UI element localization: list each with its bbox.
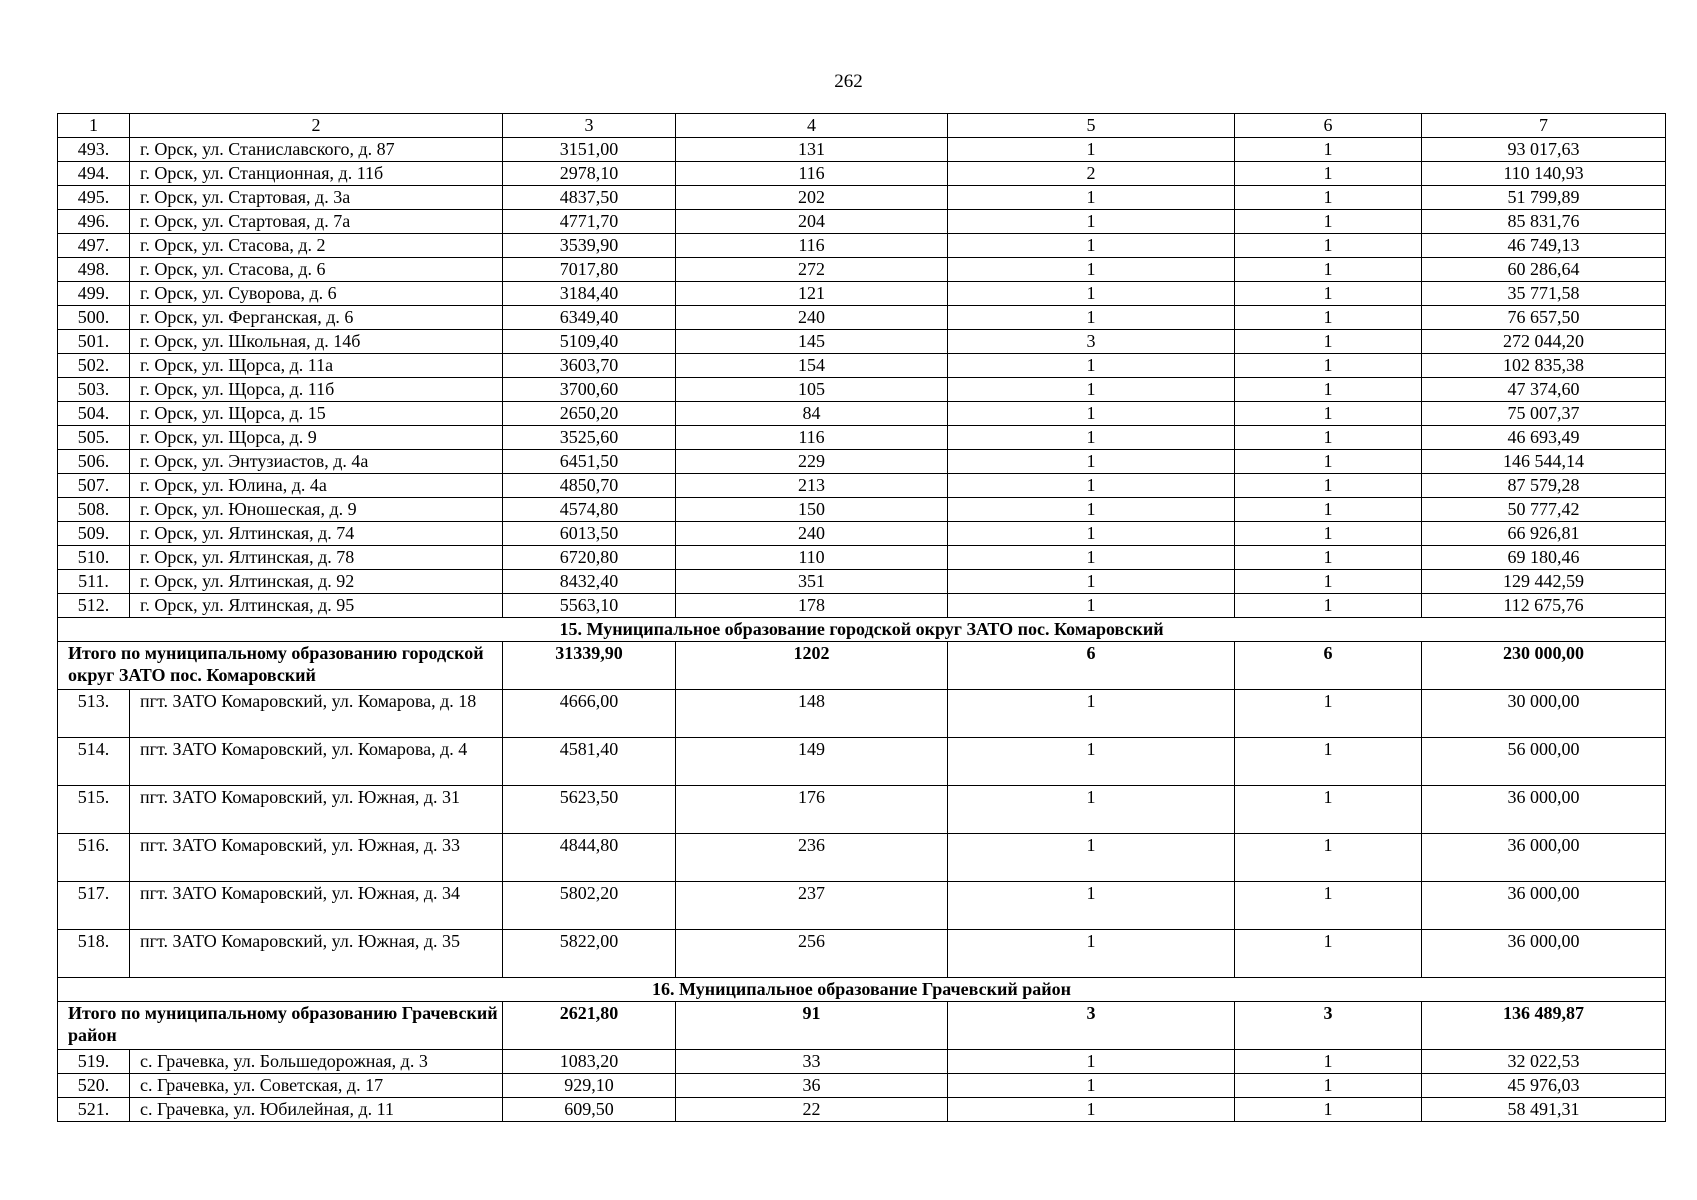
col6-cell: 1 [1235,162,1422,186]
row-number: 512. [58,594,130,618]
total-area: 2621,80 [503,1002,676,1050]
amount-cell: 36 000,00 [1422,930,1666,978]
table-row [58,738,1666,786]
amount-cell: 36 000,00 [1422,834,1666,882]
address-cell: г. Орск, ул. Щорса, д. 15 [130,402,503,426]
row-number: 506. [58,450,130,474]
amount-cell: 35 771,58 [1422,282,1666,306]
total-label: Итого по муниципальному образованию городской округ ЗАТО пос. Комаровский [58,642,503,690]
col5-cell: 1 [948,882,1235,930]
address-cell: пгт. ЗАТО Комаровский, ул. Комарова, д. 4 [130,738,503,786]
area-cell: 1083,20 [503,1050,676,1074]
col5-cell: 1 [948,498,1235,522]
table-row [58,594,1666,618]
col4-cell: 202 [676,186,948,210]
table-body [58,114,1666,1122]
col5-cell: 1 [948,690,1235,738]
col4-cell: 237 [676,882,948,930]
col5-cell: 2 [948,162,1235,186]
area-cell: 6720,80 [503,546,676,570]
address-cell: г. Орск, ул. Стасова, д. 2 [130,234,503,258]
area-cell: 3700,60 [503,378,676,402]
column-number: 7 [1422,114,1666,138]
col6-cell: 1 [1235,258,1422,282]
column-number: 4 [676,114,948,138]
area-cell: 5563,10 [503,594,676,618]
row-number: 496. [58,210,130,234]
col4-cell: 116 [676,162,948,186]
row-number: 521. [58,1098,130,1122]
area-cell: 3525,60 [503,426,676,450]
table-row [58,282,1666,306]
row-number: 513. [58,690,130,738]
col4-cell: 213 [676,474,948,498]
amount-cell: 46 749,13 [1422,234,1666,258]
address-cell: пгт. ЗАТО Комаровский, ул. Южная, д. 34 [130,882,503,930]
col5-cell: 1 [948,210,1235,234]
amount-cell: 69 180,46 [1422,546,1666,570]
area-cell: 5822,00 [503,930,676,978]
col4-cell: 150 [676,498,948,522]
col5-cell: 1 [948,426,1235,450]
amount-cell: 58 491,31 [1422,1098,1666,1122]
col4-cell: 22 [676,1098,948,1122]
row-number: 501. [58,330,130,354]
total-col5: 3 [948,1002,1235,1050]
total-col6: 6 [1235,642,1422,690]
amount-cell: 93 017,63 [1422,138,1666,162]
table-row [58,1050,1666,1074]
col6-cell: 1 [1235,354,1422,378]
table-row [58,786,1666,834]
col6-cell: 1 [1235,210,1422,234]
area-cell: 4581,40 [503,738,676,786]
area-cell: 4844,80 [503,834,676,882]
table-row [58,330,1666,354]
table-row [58,162,1666,186]
amount-cell: 85 831,76 [1422,210,1666,234]
section-header-row [58,978,1666,1002]
row-number: 497. [58,234,130,258]
address-cell: г. Орск, ул. Станиславского, д. 87 [130,138,503,162]
col4-cell: 154 [676,354,948,378]
col4-cell: 33 [676,1050,948,1074]
col5-cell: 1 [948,522,1235,546]
row-number: 504. [58,402,130,426]
col4-cell: 204 [676,210,948,234]
table-row [58,186,1666,210]
table-row [58,450,1666,474]
amount-cell: 110 140,93 [1422,162,1666,186]
table-row [58,234,1666,258]
row-number: 517. [58,882,130,930]
col6-cell: 1 [1235,450,1422,474]
col4-cell: 256 [676,930,948,978]
address-cell: г. Орск, ул. Ялтинская, д. 95 [130,594,503,618]
col4-cell: 84 [676,402,948,426]
amount-cell: 272 044,20 [1422,330,1666,354]
col4-cell: 272 [676,258,948,282]
col6-cell: 1 [1235,498,1422,522]
column-number: 3 [503,114,676,138]
row-number: 510. [58,546,130,570]
address-cell: г. Орск, ул. Суворова, д. 6 [130,282,503,306]
address-cell: г. Орск, ул. Щорса, д. 11б [130,378,503,402]
col4-cell: 229 [676,450,948,474]
col6-cell: 1 [1235,402,1422,426]
area-cell: 4771,70 [503,210,676,234]
total-col5: 6 [948,642,1235,690]
row-number: 515. [58,786,130,834]
col6-cell: 1 [1235,378,1422,402]
area-cell: 4666,00 [503,690,676,738]
col4-cell: 116 [676,234,948,258]
address-cell: г. Орск, ул. Ялтинская, д. 74 [130,522,503,546]
table-row [58,546,1666,570]
amount-cell: 129 442,59 [1422,570,1666,594]
table-row [58,834,1666,882]
area-cell: 4574,80 [503,498,676,522]
table-row [58,378,1666,402]
col6-cell: 1 [1235,594,1422,618]
col6-cell: 1 [1235,474,1422,498]
amount-cell: 50 777,42 [1422,498,1666,522]
col5-cell: 1 [948,1050,1235,1074]
total-row [58,642,1666,690]
amount-cell: 112 675,76 [1422,594,1666,618]
area-cell: 3603,70 [503,354,676,378]
col5-cell: 1 [948,738,1235,786]
col6-cell: 1 [1235,1050,1422,1074]
col4-cell: 149 [676,738,948,786]
amount-cell: 32 022,53 [1422,1050,1666,1074]
col5-cell: 1 [948,306,1235,330]
column-number: 1 [58,114,130,138]
amount-cell: 47 374,60 [1422,378,1666,402]
col6-cell: 1 [1235,738,1422,786]
area-cell: 929,10 [503,1074,676,1098]
total-amount: 136 489,87 [1422,1002,1666,1050]
row-number: 509. [58,522,130,546]
address-cell: г. Орск, ул. Юлина, д. 4а [130,474,503,498]
area-cell: 4837,50 [503,186,676,210]
column-number-row [58,114,1666,138]
col4-cell: 131 [676,138,948,162]
area-cell: 2650,20 [503,402,676,426]
col4-cell: 240 [676,522,948,546]
address-cell: г. Орск, ул. Стартовая, д. 3а [130,186,503,210]
row-number: 520. [58,1074,130,1098]
amount-cell: 45 976,03 [1422,1074,1666,1098]
amount-cell: 51 799,89 [1422,186,1666,210]
row-number: 516. [58,834,130,882]
amount-cell: 76 657,50 [1422,306,1666,330]
area-cell: 8432,40 [503,570,676,594]
amount-cell: 60 286,64 [1422,258,1666,282]
table-row [58,882,1666,930]
total-label: Итого по муниципальному образованию Грачевский район [58,1002,503,1050]
col5-cell: 1 [948,594,1235,618]
address-cell: пгт. ЗАТО Комаровский, ул. Южная, д. 35 [130,930,503,978]
table-row [58,138,1666,162]
address-cell: г. Орск, ул. Школьная, д. 14б [130,330,503,354]
col4-cell: 105 [676,378,948,402]
row-number: 494. [58,162,130,186]
total-row [58,1002,1666,1050]
table-row [58,426,1666,450]
address-cell: г. Орск, ул. Ферганская, д. 6 [130,306,503,330]
address-cell: г. Орск, ул. Ялтинская, д. 92 [130,570,503,594]
col5-cell: 1 [948,378,1235,402]
row-number: 507. [58,474,130,498]
amount-cell: 66 926,81 [1422,522,1666,546]
row-number: 508. [58,498,130,522]
amount-cell: 36 000,00 [1422,882,1666,930]
row-number: 511. [58,570,130,594]
col6-cell: 1 [1235,834,1422,882]
total-col4: 91 [676,1002,948,1050]
address-cell: с. Грачевка, ул. Советская, д. 17 [130,1074,503,1098]
amount-cell: 146 544,14 [1422,450,1666,474]
amount-cell: 30 000,00 [1422,690,1666,738]
row-number: 503. [58,378,130,402]
col5-cell: 1 [948,786,1235,834]
register-table [57,113,1666,1122]
address-cell: пгт. ЗАТО Комаровский, ул. Южная, д. 31 [130,786,503,834]
col5-cell: 1 [948,258,1235,282]
col6-cell: 1 [1235,1098,1422,1122]
col6-cell: 1 [1235,234,1422,258]
table-row [58,930,1666,978]
table-row [58,258,1666,282]
area-cell: 7017,80 [503,258,676,282]
address-cell: г. Орск, ул. Юношеская, д. 9 [130,498,503,522]
col4-cell: 236 [676,834,948,882]
address-cell: г. Орск, ул. Энтузиастов, д. 4а [130,450,503,474]
address-cell: г. Орск, ул. Станционная, д. 11б [130,162,503,186]
col5-cell: 1 [948,546,1235,570]
area-cell: 5109,40 [503,330,676,354]
row-number: 495. [58,186,130,210]
area-cell: 3151,00 [503,138,676,162]
amount-cell: 46 693,49 [1422,426,1666,450]
address-cell: г. Орск, ул. Ялтинская, д. 78 [130,546,503,570]
row-number: 502. [58,354,130,378]
area-cell: 3184,40 [503,282,676,306]
column-number: 5 [948,114,1235,138]
col5-cell: 1 [948,1098,1235,1122]
col4-cell: 145 [676,330,948,354]
total-col4: 1202 [676,642,948,690]
table-row [58,1074,1666,1098]
area-cell: 5802,20 [503,882,676,930]
col6-cell: 1 [1235,522,1422,546]
address-cell: г. Орск, ул. Стасова, д. 6 [130,258,503,282]
col4-cell: 116 [676,426,948,450]
col6-cell: 1 [1235,282,1422,306]
amount-cell: 36 000,00 [1422,786,1666,834]
row-number: 519. [58,1050,130,1074]
col5-cell: 1 [948,930,1235,978]
col5-cell: 1 [948,402,1235,426]
row-number: 493. [58,138,130,162]
col6-cell: 1 [1235,330,1422,354]
column-number: 6 [1235,114,1422,138]
table-row [58,402,1666,426]
area-cell: 3539,90 [503,234,676,258]
col4-cell: 110 [676,546,948,570]
table-row [58,690,1666,738]
area-cell: 609,50 [503,1098,676,1122]
table-row [58,354,1666,378]
col6-cell: 1 [1235,786,1422,834]
col5-cell: 1 [948,570,1235,594]
col5-cell: 1 [948,1074,1235,1098]
amount-cell: 56 000,00 [1422,738,1666,786]
section-title: 15. Муниципальное образование городской округ ЗАТО пос. Комаровский [58,618,1666,642]
col4-cell: 351 [676,570,948,594]
section-header-row [58,618,1666,642]
address-cell: пгт. ЗАТО Комаровский, ул. Комарова, д. 18 [130,690,503,738]
col5-cell: 3 [948,330,1235,354]
col5-cell: 1 [948,186,1235,210]
col6-cell: 1 [1235,1074,1422,1098]
col5-cell: 1 [948,282,1235,306]
row-number: 518. [58,930,130,978]
col5-cell: 1 [948,450,1235,474]
col6-cell: 1 [1235,138,1422,162]
col5-cell: 1 [948,474,1235,498]
col6-cell: 1 [1235,426,1422,450]
address-cell: с. Грачевка, ул. Большедорожная, д. 3 [130,1050,503,1074]
table-row [58,210,1666,234]
col6-cell: 1 [1235,570,1422,594]
address-cell: пгт. ЗАТО Комаровский, ул. Южная, д. 33 [130,834,503,882]
col6-cell: 1 [1235,690,1422,738]
col5-cell: 1 [948,234,1235,258]
table-row [58,1098,1666,1122]
area-cell: 6349,40 [503,306,676,330]
col5-cell: 1 [948,834,1235,882]
table-row [58,570,1666,594]
address-cell: г. Орск, ул. Щорса, д. 11а [130,354,503,378]
col4-cell: 240 [676,306,948,330]
col6-cell: 1 [1235,546,1422,570]
address-cell: г. Орск, ул. Стартовая, д. 7а [130,210,503,234]
col4-cell: 36 [676,1074,948,1098]
row-number: 498. [58,258,130,282]
amount-cell: 87 579,28 [1422,474,1666,498]
row-number: 505. [58,426,130,450]
col6-cell: 1 [1235,306,1422,330]
column-number: 2 [130,114,503,138]
area-cell: 4850,70 [503,474,676,498]
table-row [58,498,1666,522]
section-title: 16. Муниципальное образование Грачевский район [58,978,1666,1002]
page-number: 262 [834,71,863,92]
col5-cell: 1 [948,354,1235,378]
area-cell: 5623,50 [503,786,676,834]
total-amount: 230 000,00 [1422,642,1666,690]
amount-cell: 102 835,38 [1422,354,1666,378]
area-cell: 2978,10 [503,162,676,186]
col4-cell: 178 [676,594,948,618]
col6-cell: 1 [1235,186,1422,210]
table-row [58,474,1666,498]
total-area: 31339,90 [503,642,676,690]
table-row [58,522,1666,546]
amount-cell: 75 007,37 [1422,402,1666,426]
address-cell: с. Грачевка, ул. Юбилейная, д. 11 [130,1098,503,1122]
col5-cell: 1 [948,138,1235,162]
col6-cell: 1 [1235,882,1422,930]
col6-cell: 1 [1235,930,1422,978]
col4-cell: 176 [676,786,948,834]
col4-cell: 121 [676,282,948,306]
row-number: 500. [58,306,130,330]
row-number: 499. [58,282,130,306]
area-cell: 6013,50 [503,522,676,546]
total-col6: 3 [1235,1002,1422,1050]
area-cell: 6451,50 [503,450,676,474]
address-cell: г. Орск, ул. Щорса, д. 9 [130,426,503,450]
table-row [58,306,1666,330]
col4-cell: 148 [676,690,948,738]
row-number: 514. [58,738,130,786]
